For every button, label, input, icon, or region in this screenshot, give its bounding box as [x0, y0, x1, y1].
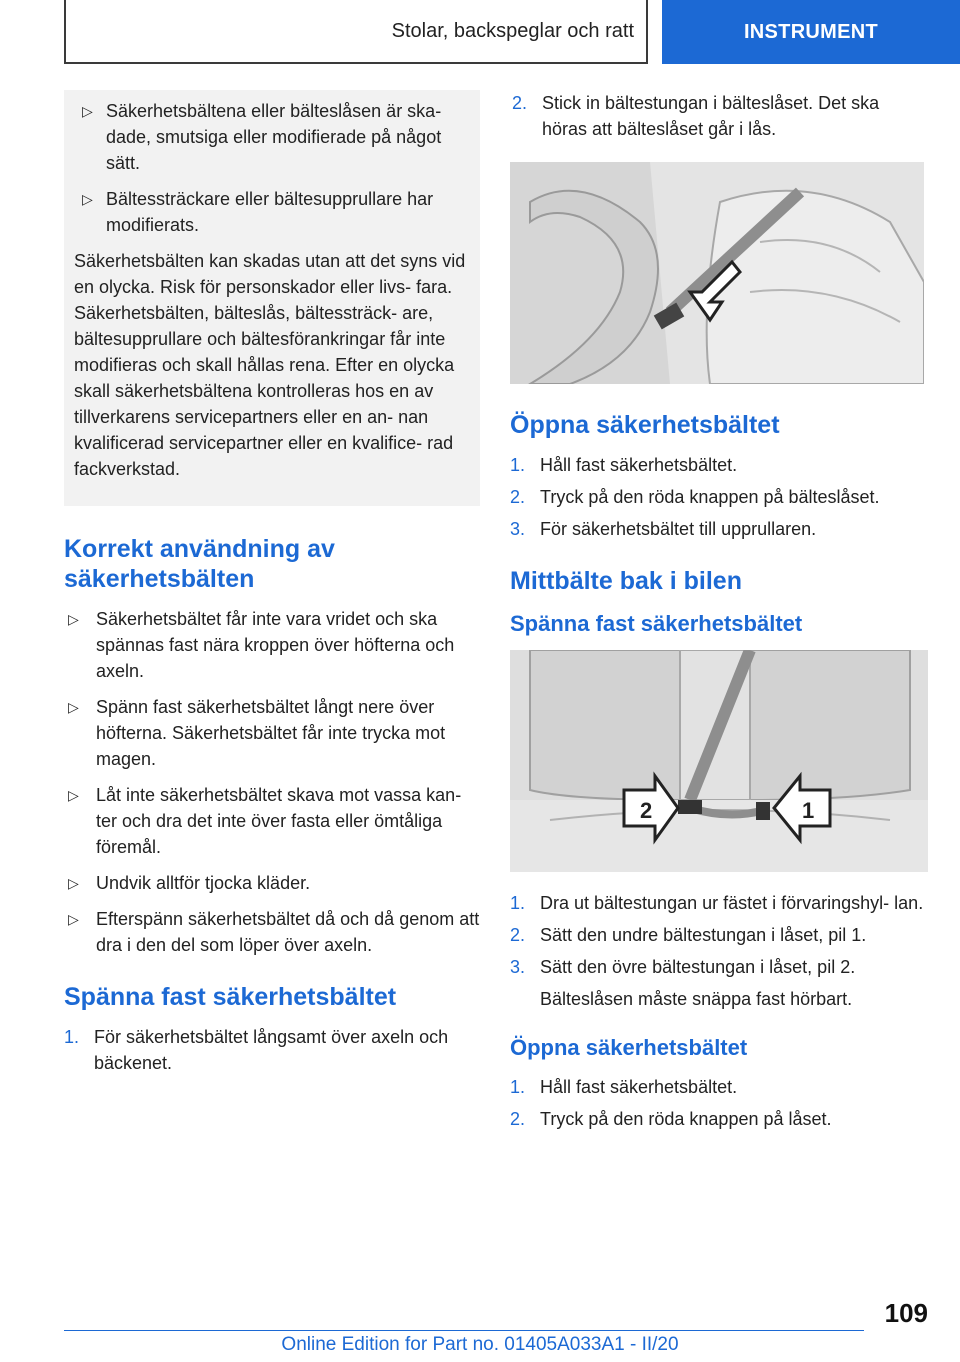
subheading-fasten: Spänna fast säkerhetsbältet — [510, 611, 803, 636]
triangle-bullet-icon: ▷ — [82, 103, 93, 119]
list-item: ▷ Efterspänn säkerhetsbältet då och då genom att dra i den del som löper över axeln. — [64, 906, 480, 958]
list-item: ▷ Säkerhetsbältena eller bälteslåsen är ska- dade, smutsiga eller modifierade på något sätt. — [74, 98, 470, 176]
triangle-bullet-icon: ▷ — [68, 911, 79, 927]
step-item: 3. Sätt den övre bältestungan i låset, pil 2. — [510, 957, 856, 977]
middle-belt-illustration — [510, 650, 928, 872]
step-item: 1. För säkerhetsbältet långsamt över axeln och bäckenet. — [64, 1027, 449, 1073]
chapter-tab[interactable] — [662, 0, 960, 64]
list-item: ▷ Bältessträckare eller bältesupprullare har modifierats. — [74, 186, 470, 238]
chapter-title: INSTRUMENT — [743, 20, 879, 43]
triangle-bullet-icon: ▷ — [68, 875, 79, 891]
step-item: 2. Sätt den undre bältestungan i låset, pil 1. — [510, 925, 867, 945]
step-item: 1. Dra ut bältestungan ur fästet i förvaringshyl- lan. — [510, 893, 924, 913]
triangle-bullet-icon: ▷ — [68, 787, 79, 803]
arrow-label-1: 1 — [802, 798, 815, 823]
heading-fasten: Spänna fast säkerhetsbältet — [64, 983, 397, 1011]
section-title-header — [64, 0, 648, 64]
list-item: ▷ Låt inte säkerhetsbältet skava mot vassa kan- ter och dra det inte över fasta eller ömtåliga föremål. — [64, 782, 480, 860]
triangle-bullet-icon: ▷ — [82, 191, 93, 207]
footer-divider — [64, 1330, 864, 1331]
page-number: 109 — [884, 1298, 928, 1328]
step-item: 3. För säkerhetsbältet till upprullaren. — [510, 519, 817, 539]
step-item: 2. Tryck på den röda knappen på låset. — [510, 1109, 832, 1129]
step-item: 1. Håll fast säkerhetsbältet. — [510, 1077, 738, 1097]
subheading-open: Öppna säkerhetsbältet — [510, 1035, 748, 1060]
heading-correct-use: Korrekt användning av säkerhetsbälten — [64, 535, 335, 593]
heading-open: Öppna säkerhetsbältet — [510, 411, 780, 439]
list-item: ▷ Undvik alltför tjocka kläder. — [64, 870, 480, 896]
arrow-label-2: 2 — [640, 798, 653, 823]
left-column — [64, 90, 480, 1082]
right-column — [510, 90, 928, 1138]
buckle-illustration — [510, 162, 924, 384]
heading-middle-belt: Mittbälte bak i bilen — [510, 567, 742, 595]
step-note: Bälteslåsen måste snäppa fast hörbart. — [540, 989, 853, 1009]
list-item: ▷ Säkerhetsbältet får inte vara vridet och ska spännas fast nära kroppen över höfterna och axeln. — [64, 606, 480, 684]
section-title: Stolar, backspeglar och ratt — [391, 19, 634, 42]
step-item: 1. Håll fast säkerhetsbältet. — [510, 455, 738, 475]
step-item: 2. Tryck på den röda knappen på bälteslåset. — [510, 487, 880, 507]
triangle-bullet-icon: ▷ — [68, 699, 79, 715]
list-item: ▷ Spänn fast säkerhetsbältet långt nere över höfterna. Säkerhetsbältet får inte trycka mot magen. — [64, 694, 480, 772]
triangle-bullet-icon: ▷ — [68, 611, 79, 627]
warning-text: Säkerhetsbälten kan skadas utan att det syns vid en olycka. Risk för personskador eller livs- fara. Säkerhetsbälten, bälteslås, bältessträck- are, bältesupprullare och bältesförankringar får inte modifieras och skall hållas rena. Efter en olycka skall säkerhetsbältena kontrolleras hos en av tillverkarens servicepartners eller en an- nan kvalificerad servicepartner eller en kvalifice- rad fackverkstad. — [74, 251, 466, 479]
footer-edition: Online Edition for Part no. 01405A033A1 - II/20 — [281, 1334, 679, 1355]
warning-note-box — [64, 90, 480, 506]
step-item: 2. Stick in bältestungan i bälteslåset. Det ska höras att bälteslåset går i lås. — [512, 93, 880, 139]
